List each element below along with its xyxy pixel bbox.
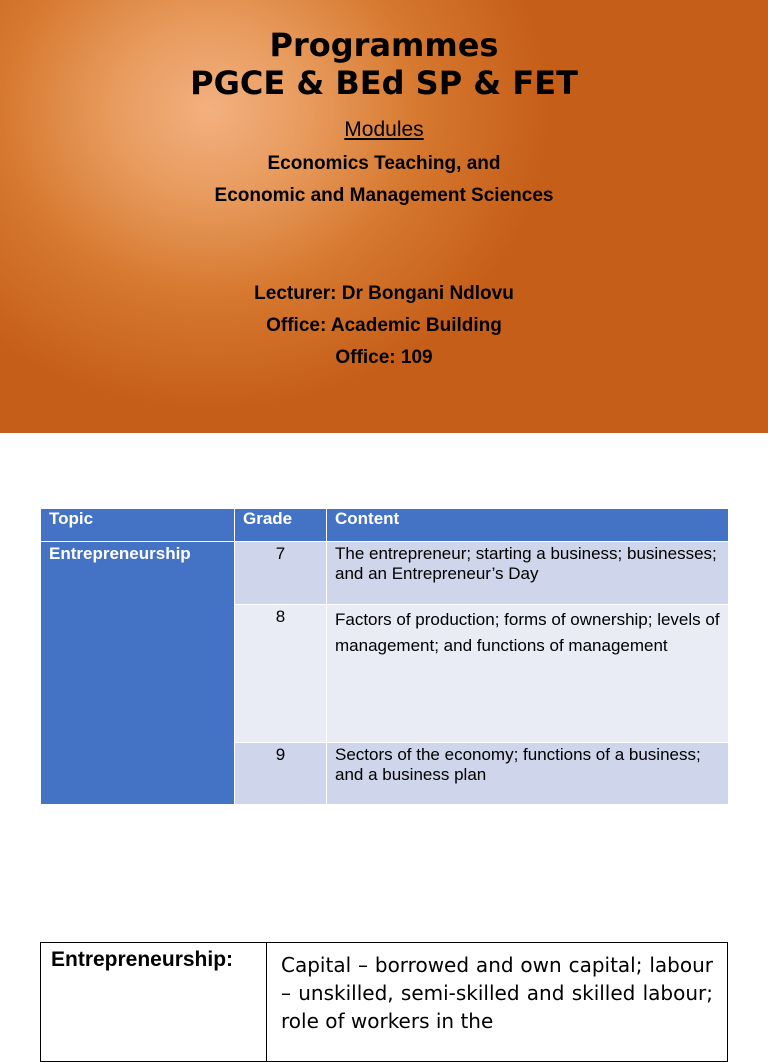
table-header-row bbox=[41, 509, 729, 542]
header-grade: Grade bbox=[235, 509, 327, 542]
topic-cell: Entrepreneurship bbox=[41, 542, 235, 805]
grade-cell: 9 bbox=[235, 743, 327, 805]
module-line-1: Economics Teaching, and bbox=[267, 153, 501, 174]
second-table-content: Capital – borrowed and own capital; labour – unskilled, semi-skilled and skilled labour; role of workers in the bbox=[281, 953, 713, 1033]
header-content: Content bbox=[327, 509, 729, 542]
grade-cell: 8 bbox=[235, 605, 327, 743]
office-number: Office: 109 bbox=[335, 347, 433, 368]
content-cell: Sectors of the economy; functions of a business; and a business plan bbox=[327, 743, 729, 805]
lecturer-name: Lecturer: Dr Bongani Ndlovu bbox=[254, 283, 514, 304]
title-banner bbox=[0, 0, 768, 433]
second-table-topic: Entrepreneurship: bbox=[41, 943, 267, 1061]
header-topic: Topic bbox=[41, 509, 235, 542]
grade-cell: 7 bbox=[235, 542, 327, 605]
module-line-2: Economic and Management Sciences bbox=[214, 185, 554, 206]
title-line-2: PGCE & BEd SP & FET bbox=[190, 64, 578, 102]
table-row bbox=[41, 542, 729, 605]
curriculum-table bbox=[40, 508, 729, 805]
content-cell: Factors of production; forms of ownership; levels of management; and functions of management bbox=[327, 605, 729, 743]
modules-heading: Modules bbox=[344, 118, 424, 141]
office-building: Office: Academic Building bbox=[266, 315, 502, 336]
title-line-1: Programmes bbox=[269, 26, 499, 64]
second-table bbox=[40, 942, 728, 1062]
content-cell: The entrepreneur; starting a business; businesses; and an Entrepreneur’s Day bbox=[327, 542, 729, 605]
